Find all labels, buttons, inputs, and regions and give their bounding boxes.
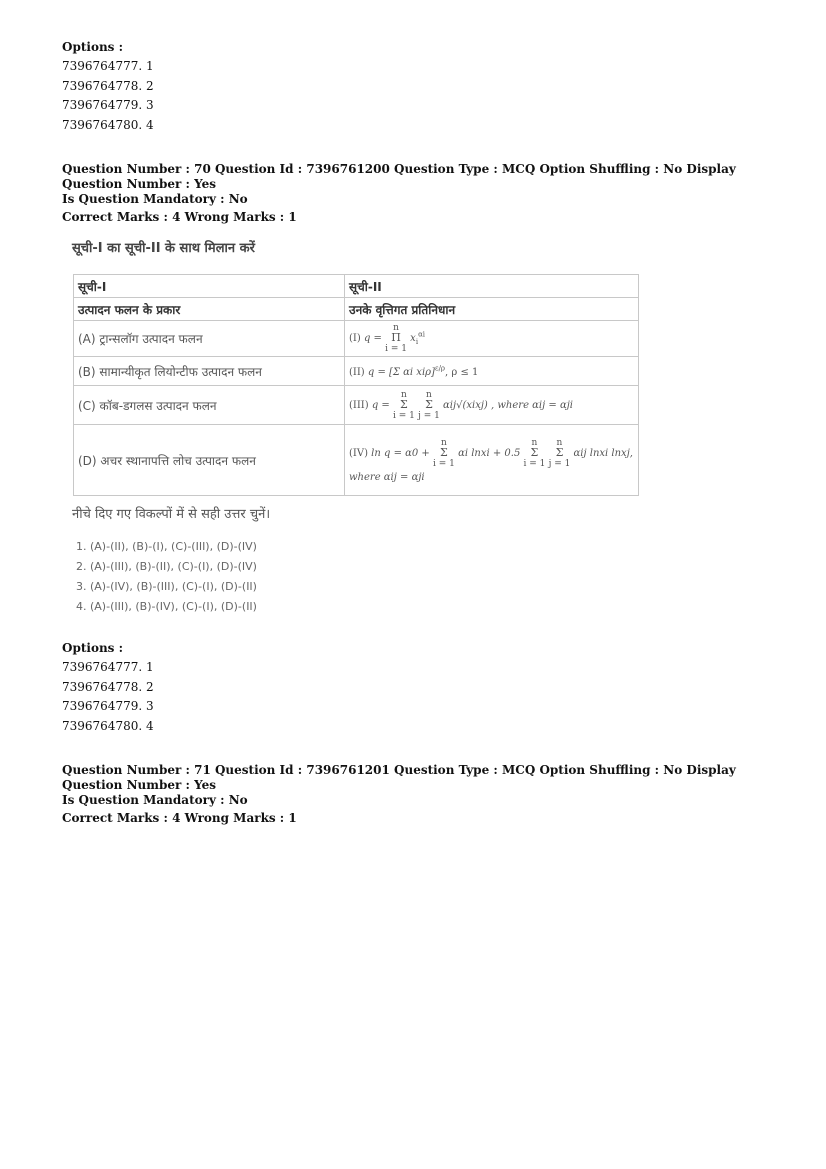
options-title: Options :: [62, 40, 124, 54]
option-item: 7396764780. 4: [62, 117, 154, 132]
question-marks: Correct Marks : 4 Wrong Marks : 1: [62, 210, 297, 224]
options-block-top: [62, 38, 782, 135]
list-2-heading: सूची-II: [345, 275, 639, 298]
list-1-item-a: (A) ट्रान्सलॉग उत्पादन फलन: [74, 321, 345, 357]
list-2-item-2: (II) q = [Σ αi xiρ]$^{\varepsilon/\rho}$, ρ ≤ 1: [345, 357, 639, 386]
list-1-heading: सूची-I: [74, 275, 345, 298]
question-mandatory: Is Question Mandatory : No: [62, 192, 248, 206]
option-item: 7396764778. 2: [62, 78, 154, 93]
list-1-subheading: उत्पादन फलन के प्रकार: [74, 298, 345, 321]
options-block-mid: [62, 639, 782, 736]
option-item: 7396764779. 3: [62, 699, 154, 713]
question-title: सूची-I का सूची-II के साथ मिलान करें: [72, 241, 255, 256]
list-2-subheading: उनके वृत्तिगत प्रतिनिधान: [345, 298, 639, 321]
options-title: Options :: [62, 641, 124, 655]
option-item: 7396764777. 1: [62, 59, 154, 73]
question-mandatory: Is Question Mandatory : No: [62, 793, 248, 807]
question-info: Question Number : 71 Question Id : 7396761201 Question Type : MCQ Option Shuffling : No Display Question Number : Yes: [62, 763, 736, 792]
option-item: 7396764779. 3: [62, 98, 154, 112]
question-71-header: [62, 763, 782, 826]
list-2-item-1: (I) q = n Π i = 1 $x_i^{\alpha i}$: [345, 321, 639, 357]
option-item: 7396764777. 1: [62, 660, 154, 674]
question-70-header: [62, 162, 782, 225]
option-item: 7396764778. 2: [62, 679, 154, 694]
option-item: 7396764780. 4: [62, 718, 154, 733]
answer-choice-1: 1. (A)-(II), (B)-(I), (C)-(III), (D)-(IV): [76, 540, 257, 553]
list-2-item-3: (III) q = n Σ i = 1 n Σ j = 1 αij√(xixj) , where αij = αji: [345, 386, 639, 425]
instruction-text: नीचे दिए गए विकल्पों में से सही उत्तर चुनें।: [72, 507, 271, 522]
list-1-item-c: (C) कॉब-डगलस उत्पादन फलन: [74, 386, 345, 425]
answer-choice-2: 2. (A)-(III), (B)-(II), (C)-(I), (D)-(IV): [76, 560, 257, 573]
list-1-item-d: (D) अचर स्थानापत्ति लोच उत्पादन फलन: [74, 425, 345, 496]
answer-choice-4: 4. (A)-(III), (B)-(IV), (C)-(I), (D)-(II): [76, 600, 257, 613]
list-2-item-4: (IV) ln q = α0 + n Σ i = 1 αi lnxi + 0.5 n Σ i = 1 n Σ j = 1 αij lnxi lnxj, where αij = αji: [345, 425, 639, 496]
question-image: [62, 232, 662, 622]
match-table: [73, 274, 639, 496]
question-marks: Correct Marks : 4 Wrong Marks : 1: [62, 811, 297, 825]
list-1-item-b: (B) सामान्यीकृत लियोन्टीफ उत्पादन फलन: [74, 357, 345, 386]
answer-choice-3: 3. (A)-(IV), (B)-(III), (C)-(I), (D)-(II): [76, 580, 257, 593]
question-info: Question Number : 70 Question Id : 7396761200 Question Type : MCQ Option Shuffling : No Display Question Number : Yes: [62, 162, 736, 191]
